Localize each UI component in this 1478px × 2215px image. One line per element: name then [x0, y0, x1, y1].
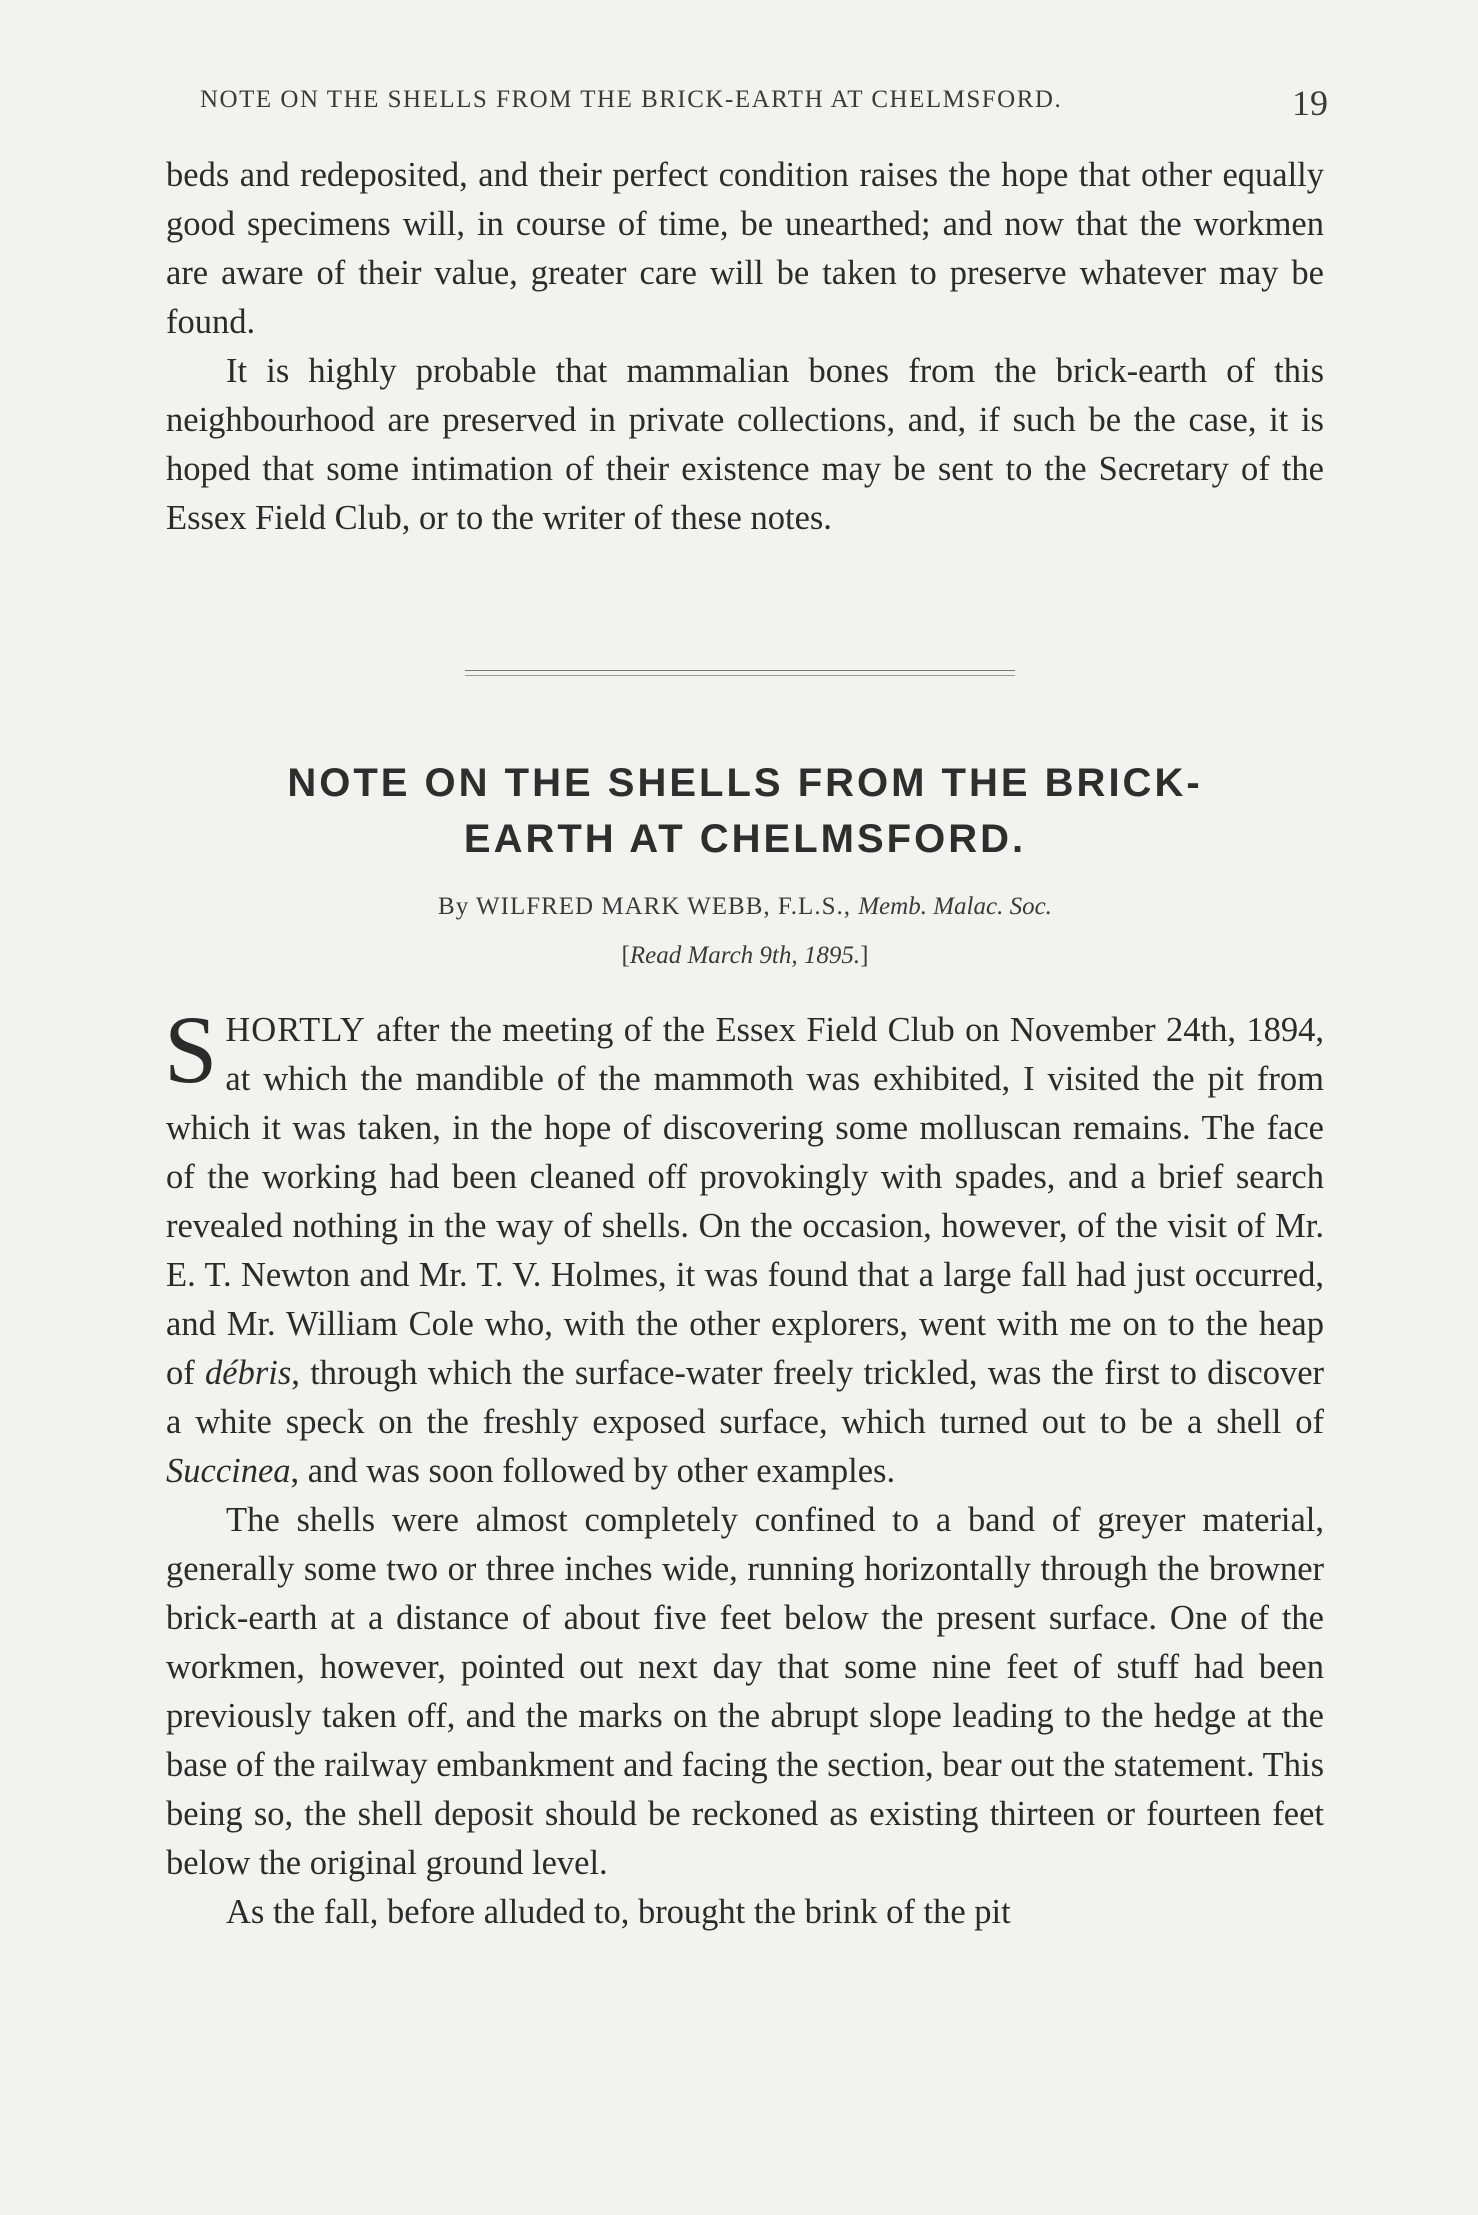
running-head-title: NOTE ON THE SHELLS FROM THE BRICK-EARTH AT CHELMSFORD. [200, 86, 1063, 113]
article-body [164, 996, 1324, 1937]
read-note-text: Read March 9th, 1895. [629, 942, 861, 969]
italic-succinea: Succinea [166, 1452, 291, 1490]
article-paragraph-1 [164, 996, 1324, 1496]
read-note-open-bracket: [ [621, 942, 630, 969]
article-paragraph-2: The shells were almost completely confined to a band of greyer material, generally some two or three inches wide, running horizontally through the browner brick-earth at a distance of about five feet below the present surface. One of the workmen, however, pointed out next day that some nine feet of stuff had been previously taken off, and the marks on the abrupt slope leading to the hedge at the base of the railway embankment and facing the section, bear out the statement. This being so, the shell deposit should be reckoned as existing thirteen or fourteen feet below the original ground level. [166, 1501, 1324, 1882]
article-paragraph-3: As the fall, before alluded to, brought the brink of the pit [226, 1893, 1011, 1931]
byline-author: By WILFRED MARK WEBB, F.L.S., [438, 893, 859, 920]
article-title-line-1: NOTE ON THE SHELLS FROM THE BRICK- [287, 761, 1203, 805]
byline-affiliation: Memb. Malac. Soc. [858, 893, 1052, 920]
paragraph-1-part-1: after the meeting of the Essex Field Club on November 24th, 1894, at which the mandible of the mammoth was exhibited, I visited the pit from which it was taken, in the hope of discovering some molluscan remains. The face of the working had been cleaned off provokingly with spades, and a brief search revealed nothing in the way of shells. On the occasion, however, of the visit of Mr. E. T. Newton and Mr. T. V. Holmes, it was found that a large fall had just occurred, and Mr. William Cole who, with the other explorers, went with me on to the heap of [166, 1011, 1324, 1392]
italic-debris: débris [205, 1354, 292, 1392]
continued-text [166, 151, 1324, 543]
continued-paragraph-2: It is highly probable that mammalian bones from the brick-earth of this neighbourhood are preserved in private collections, and, if such be the case, it is hoped that some intimation of their existence may be sent to the Secretary of the Essex Field Club, or to the writer of these notes. [166, 352, 1324, 537]
article-title [150, 755, 1340, 867]
paragraph-1-part-2: , through which the surface-water freely trickled, was the first to discover a white speck on the freshly exposed surface, which turned out to be a shell of [166, 1354, 1324, 1441]
lead-word: HORTLY [225, 1011, 366, 1049]
byline [166, 893, 1324, 921]
page-number: 19 [1292, 83, 1328, 123]
continued-paragraph-1: beds and redeposited, and their perfect condition raises the hope that other equally good specimens will, in course of time, be unearthed; and now that the workmen are aware of their value, greater care will be taken to preserve whatever may be found. [166, 156, 1324, 341]
article-title-line-2: EARTH AT CHELMSFORD. [463, 817, 1027, 861]
running-head [200, 82, 1328, 123]
read-date-note [166, 942, 1324, 970]
read-note-close-bracket: ] [860, 942, 869, 969]
paragraph-1-part-3: , and was soon followed by other examples. [290, 1452, 896, 1490]
drop-cap: S [164, 996, 218, 1103]
section-divider [465, 670, 1015, 676]
